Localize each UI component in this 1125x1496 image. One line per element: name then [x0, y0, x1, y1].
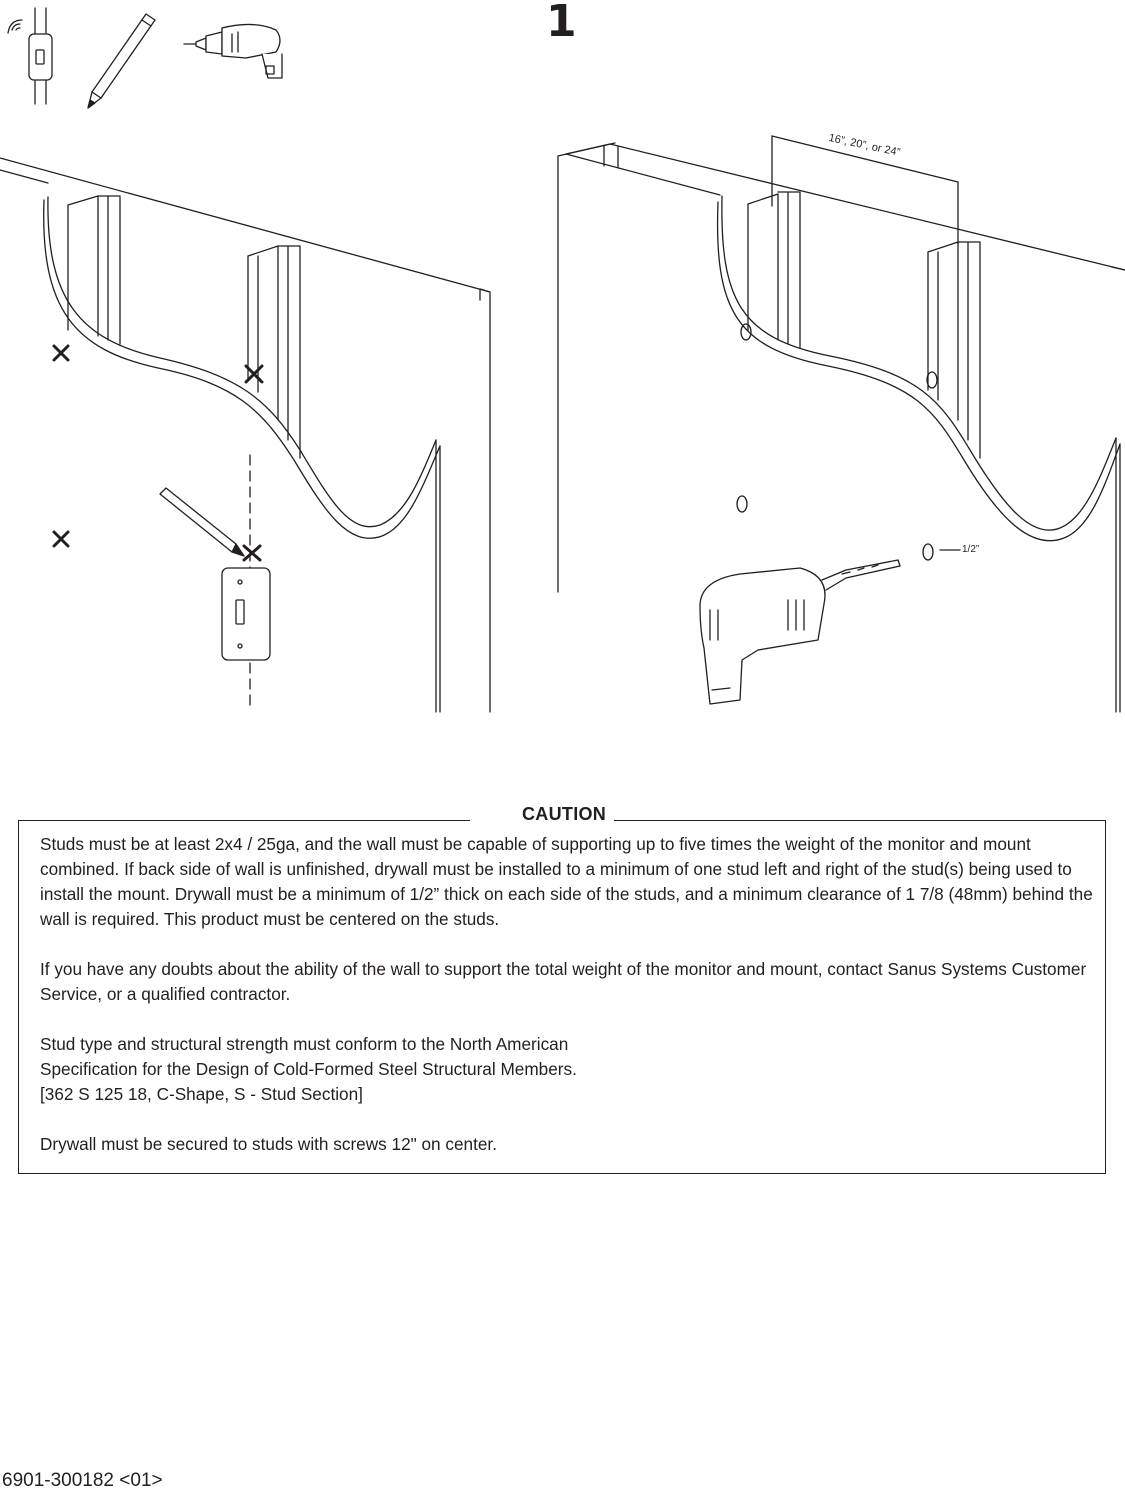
caution-paragraph: Drywall must be secured to studs with screws 12" on center.: [40, 1134, 497, 1154]
pencil-icon: [88, 14, 155, 108]
step-number: 1: [546, 0, 577, 47]
caution-header: [470, 798, 614, 830]
document-code: 6901-300182 <01>: [2, 1470, 163, 1491]
caution-paragraph: If you have any doubts about the ability of the wall to support the total weight of the monitor and mount, contact Sanus Systems Customer Service, or a qualified contractor.: [40, 959, 1087, 1004]
drill-icon: [184, 24, 282, 78]
left-wall-panel: [0, 158, 490, 712]
caution-paragraph: Studs must be at least 2x4 / 25ga, and the wall must be capable of supporting up to five times the weight of the monitor and mount combined. If back side of wall is unfinished, drywall must be installed to a minimum of one stud left and right of the stud(s) being used to install the mount. Drywall must be a minimum of 1/2” thick on each side of the studs, and a minimum clearance of 1 7/8 (48mm) behind the wall is required. This product must be centered on the studs.: [40, 834, 1093, 929]
hole-size-label: 1/2”: [962, 544, 980, 555]
caution-text: [40, 832, 1095, 1182]
caution-paragraph: Stud type and structural strength must conform to the North American Specification for the Design of Cold-Formed Steel Structural Members. [362 S 125 18, C-Shape, S - Stud Section]: [40, 1034, 577, 1104]
stud-finder-icon: [8, 8, 52, 104]
warning-icon-spacer: [478, 799, 514, 829]
right-wall-panel: [558, 136, 1125, 712]
stud-spacing-label: 16”, 20”, or 24”: [827, 132, 902, 159]
caution-title: CAUTION: [522, 803, 607, 824]
